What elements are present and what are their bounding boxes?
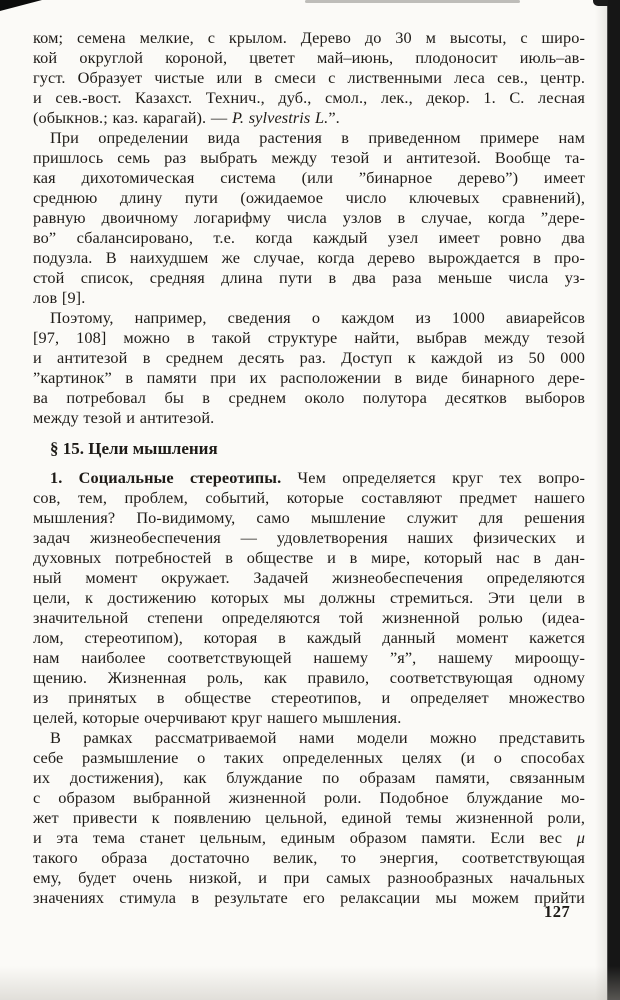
paragraph-tree-description — [33, 28, 585, 128]
text-line: цели, к достижению которых мы должны стремиться. Эти цели в — [33, 588, 585, 607]
text-run: Чем определяется круг тех вопро- — [281, 468, 586, 487]
text-line: и сев.-вост. Казахст. Технич., дуб., смол., лек., декор. 1. С. лесная — [33, 88, 585, 107]
scan-shadow-bottom — [0, 966, 620, 1000]
text-line: [97, 108] можно в такой структуре найти, выбрав между тезой — [33, 328, 585, 347]
text-line: кая дихотомическая система (или ”бинарное дерево”) имеет — [33, 168, 585, 187]
text-run: ”. — [328, 108, 340, 127]
paragraph-social-stereotypes — [33, 468, 585, 728]
text-line: Поэтому, например, сведения о каждом из 1000 авиарейсов — [50, 308, 585, 327]
text-run: и эта тема станет цельным, единым образом памяти. Если вес — [33, 828, 577, 847]
text-line: сов, тем, проблем, событий, которые составляют предмет нашего — [33, 488, 585, 507]
text-line: ”картинок” в памяти при их расположении в виде бинарного дере- — [33, 368, 585, 387]
scan-artifact-right-edge — [607, 0, 620, 1000]
text-line: их достижения), как блуждание по образам памяти, связанным — [33, 768, 585, 787]
text-line: значениях стимула в результате его релаксации мы можем прийти — [33, 888, 585, 907]
scan-artifact-top-smudge — [305, 0, 520, 3]
text-line: пришлось семь раз выбрать между тезой и антитезой. Вообще та- — [33, 148, 585, 167]
text-line: духовных потребностей в обществе и в мире, который нас в дан- — [33, 548, 585, 567]
text-line: При определении вида растения в приведенном примере нам — [50, 128, 585, 147]
scan-artifact-corner-top-left — [0, 0, 42, 11]
text-line: задач жизнеобеспечения — удовлетворения наших физических и — [33, 528, 585, 547]
text-line: нам наиболее соответствующей нашему ”я”, нашему мироощу- — [33, 648, 585, 667]
text-line — [33, 828, 585, 848]
text-line: лом, стереотипом), которая в каждый данный момент кажется — [33, 628, 585, 647]
text-line: во” сбалансировано, т.е. когда каждый узел имеет ровно два — [33, 228, 585, 247]
text-line: ком; семена мелкие, с крылом. Дерево до 30 м высоты, с широ- — [33, 28, 585, 47]
page-number: 127 — [544, 902, 571, 921]
text-line: ва потребовал бы в среднем около полутора десятков выборов — [33, 388, 585, 407]
paragraph-binary-tree — [33, 128, 585, 308]
text-line: среднюю длину пути (ожидаемое число ключевых сравнений), — [33, 188, 585, 207]
text-line: густ. Образует чистые или в смеси с лиственными леса сев., центр. — [33, 68, 585, 87]
text-line: целей, которые очерчивают круг нашего мышления. — [33, 708, 402, 727]
text-run: (обыкнов.; каз. карагай). — — [33, 108, 232, 127]
text-line: жет привести к появлению цельной, единой темы жизненной роли, — [33, 808, 585, 827]
text-line: ный момент окружает. Задачей жизнеобеспечения определяются — [33, 568, 585, 587]
mu-symbol: μ — [576, 828, 585, 847]
text-line: себе размышление о таких определенных целях (и о способах — [33, 748, 585, 767]
text-line: мышления? По-видимому, само мышление служит для решения — [33, 508, 585, 527]
text-line: щению. Жизненная роль, как правило, соответствующая одному — [33, 668, 585, 687]
text-line: с образом выбранной жизненной роли. Подобное блуждание мо- — [33, 788, 585, 807]
text-line: и антитезой в среднем десять раз. Доступ к каждой из 50 000 — [33, 348, 585, 367]
text-line: между тезой и антитезой. — [33, 408, 215, 427]
text-line — [33, 108, 585, 128]
text-line: из принятых в обществе стереотипов, и определяет множество — [33, 688, 585, 707]
scan-artifact-right-edge-top — [593, 0, 608, 6]
paragraph-model-wandering — [33, 728, 585, 908]
text-line: ему, будет очень низкой, и при самых разнообразных начальных — [33, 868, 585, 887]
text-line: стой список, средняя длина пути в два раза меньше числа уз- — [33, 268, 585, 287]
text-line: равную двоичному логарифму числа узлов в случае, когда ”дере- — [33, 208, 585, 227]
text-line: лов [9]. — [33, 288, 86, 307]
text-line — [33, 468, 585, 488]
text-line: такого образа достаточно велик, то энергия, соответствующая — [33, 848, 585, 867]
page-text — [33, 28, 585, 908]
latin-species-name: P. sylvestris L. — [231, 108, 329, 127]
text-line: В рамках рассматриваемой нами модели можно представить — [50, 728, 585, 747]
paragraph-flights-example — [33, 308, 585, 428]
text-line: кой округлой короной, цветет май–июнь, плодоносит июль–ав- — [33, 48, 585, 67]
scan-shadow-right — [595, 0, 607, 1000]
section-heading: § 15. Цели мышления — [50, 439, 218, 458]
text-line: подузла. В наихудшем же случае, когда дерево вырождается в про- — [33, 248, 585, 267]
subsection-lead: 1. Социальные стереотипы. — [50, 468, 282, 487]
text-line: значительной степени определяются той жизненной ролью (идеа- — [33, 608, 585, 627]
